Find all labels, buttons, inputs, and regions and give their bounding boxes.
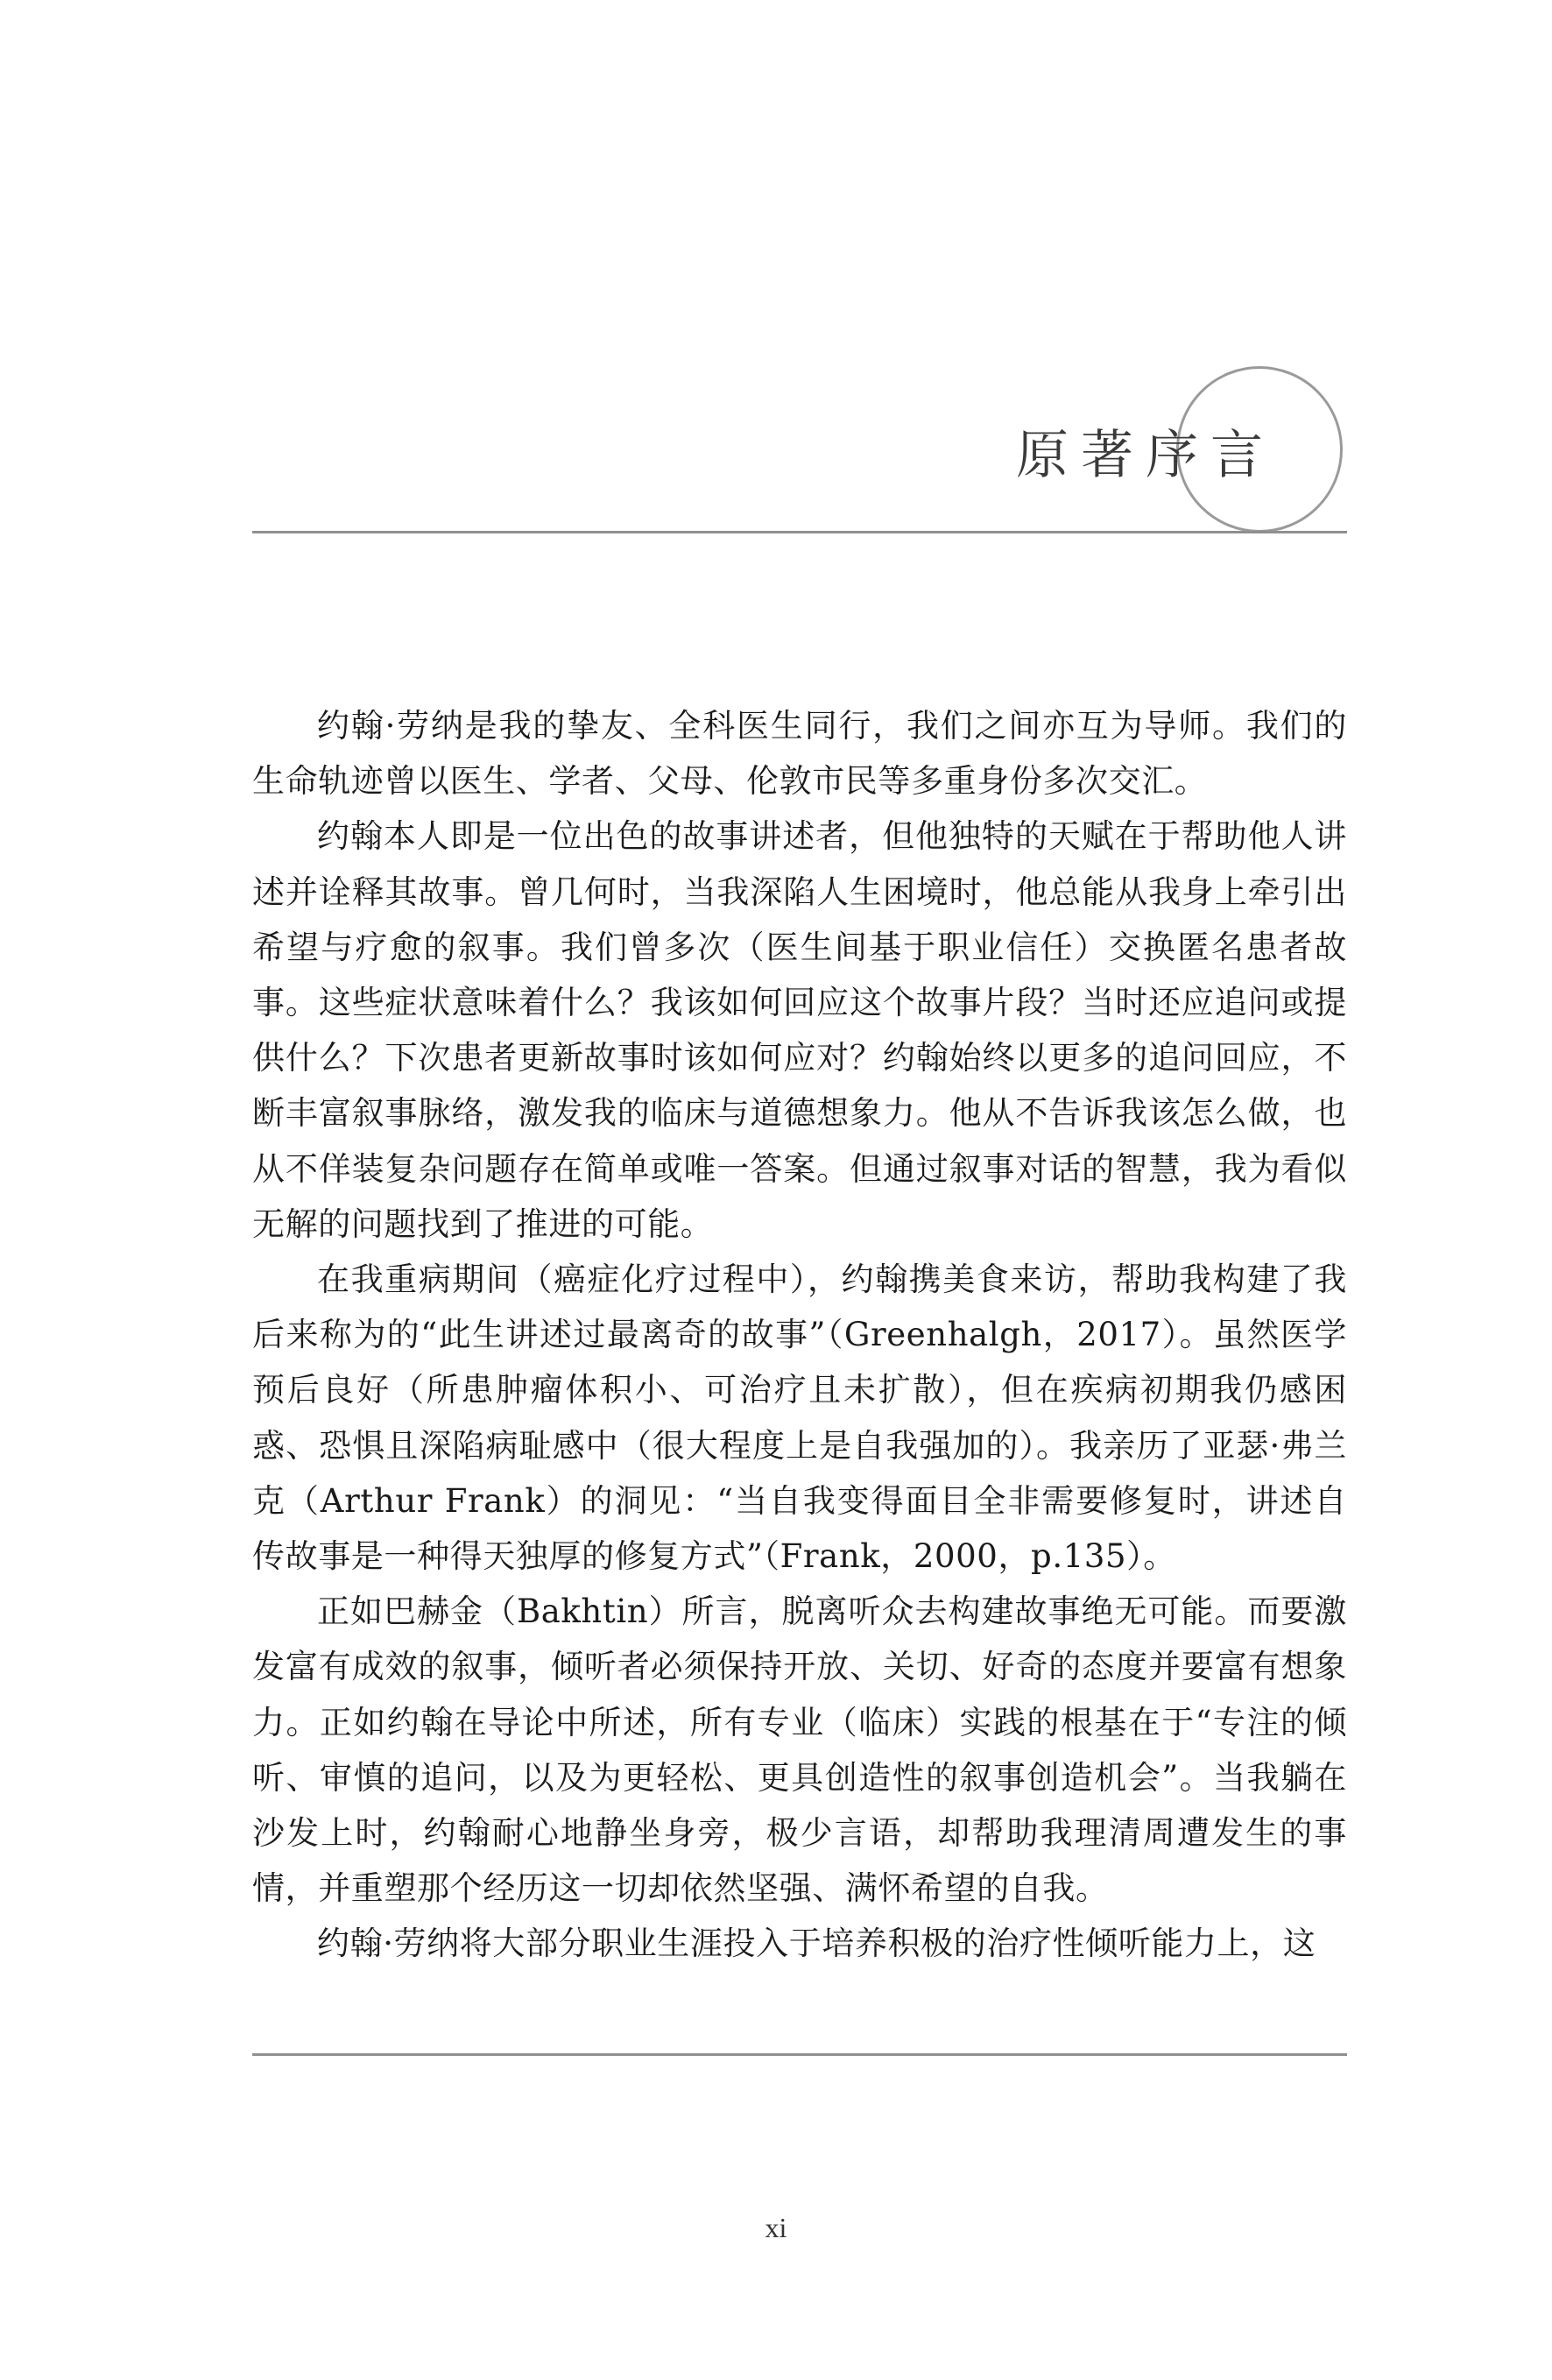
circle-mask [1165,533,1358,559]
paragraph: 在我重病期间（癌症化疗过程中），约翰携美食来访，帮助我构建了我后来称为的“此生讲述过最离奇的故事”（Greenhalgh，2017）。虽然医学预后良好（所患肿瘤体积小、可治疗且未扩散），但在疾病初期我仍感困惑、恐惧且深陷病耻感中（很大程度上是自我强加的）。我亲历了亚瑟·弗兰克（Arthur Frank）的洞见：“当自我变得面目全非需要修复时，讲述自传故事是一种得天独厚的修复方式”（Frank，2000，p.135）。 [252,1261,1347,1576]
body-text [252,698,1347,1972]
page-number: xi [765,2212,787,2243]
chapter-title: 原著序言 [1016,425,1275,486]
paragraph: 正如巴赫金（Bakhtin）所言，脱离听众去构建故事绝无可能。而要激发富有成效的叙事，倾听者必须保持开放、关切、好奇的态度并要富有想象力。正如约翰在导论中所述，所有专业（临床）实践的根基在于“专注的倾听、审慎的追问，以及为更轻松、更具创造性的叙事创造机会”。当我躺在沙发上时，约翰耐心地静坐身旁，极少言语，却帮助我理清周遭发生的事情，并重塑那个经历这一切却依然坚强、满怀希望的自我。 [252,1593,1347,1908]
paragraph: 约翰本人即是一位出色的故事讲述者，但他独特的天赋在于帮助他人讲述并诠释其故事。曾几何时，当我深陷人生困境时，他总能从我身上牵引出希望与疗愈的叙事。我们曾多次（医生间基于职业信任）交换匿名患者故事。这些症状意味着什么？我该如何回应这个故事片段？当时还应追问或提供什么？下次患者更新故事时该如何应对？约翰始终以更多的追问回应，不断丰富叙事脉络，激发我的临床与道德想象力。他从不告诉我该怎么做，也从不佯装复杂问题存在简单或唯一答案。但通过叙事对话的智慧，我为看似无解的问题找到了推进的可能。 [252,817,1347,1243]
paragraph: 约翰·劳纳是我的挚友、全科医生同行，我们之间亦互为导师。我们的生命轨迹曾以医生、学者、父母、伦敦市民等多重身份多次交汇。 [252,707,1347,801]
footer-rule [252,2053,1347,2056]
header-rule [252,531,1347,533]
paragraph: 约翰·劳纳将大部分职业生涯投入于培养积极的治疗性倾听能力上，这 [317,1924,1316,1963]
